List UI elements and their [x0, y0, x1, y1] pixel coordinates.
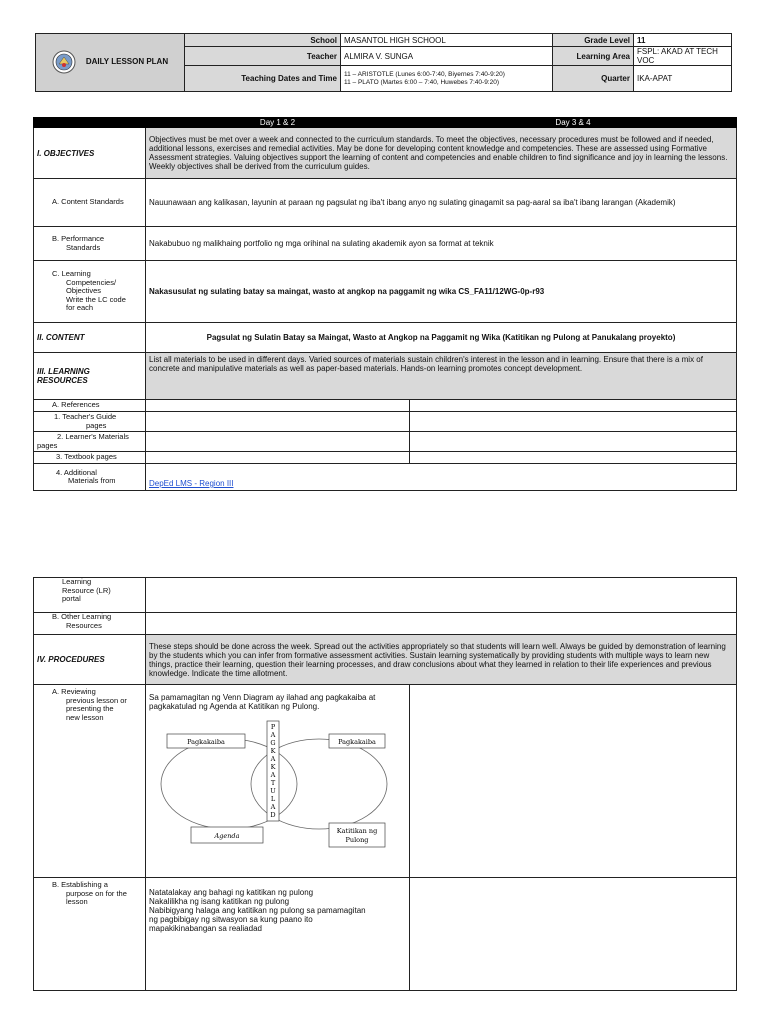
purpose-item-4: ng pagbibigay ng sitwasyon sa kung paano ito	[149, 915, 313, 924]
textbook-pages-day2	[410, 452, 737, 464]
teachers-guide-label	[34, 412, 146, 432]
purpose-day1-cell	[146, 878, 410, 991]
venn-middle-letter: D	[270, 811, 276, 819]
procedures-label: IV. PROCEDURES	[34, 635, 146, 685]
school-label: School	[185, 34, 341, 47]
performance-standards-text: Nakabubuo ng malikhaing portfolio ng mga orihinal na sulating akademik ayon sa format at teknik	[146, 227, 737, 261]
purpose-label	[34, 878, 146, 991]
learners-materials-label	[34, 432, 146, 452]
teachers-guide-day2	[410, 412, 737, 432]
teachers-guide-day1	[146, 412, 410, 432]
other-line1: B. Other Learning	[52, 612, 112, 621]
purpose-day2-cell	[410, 878, 737, 991]
grade-label: Grade Level	[553, 34, 634, 47]
area-value: FSPL: AKAD AT TECH VOC	[634, 47, 732, 66]
purpose-item-1: Natatalakay ang bahagi ng katitikan ng pulong	[149, 888, 314, 897]
resources-label	[34, 353, 146, 400]
reviewing-day2-cell	[410, 685, 737, 878]
review-line2: previous lesson or	[66, 695, 127, 705]
review-text: Sa pamamagitan ng Venn Diagram ay ilahad ang pagkakaiba at pagkakatulad ng Agenda at Katitikan ng Pulong.	[149, 693, 376, 711]
quarter-label: Quarter	[553, 66, 634, 92]
additional-materials-cell	[146, 464, 737, 491]
learners-materials-day2	[410, 432, 737, 452]
venn-middle-letter: A	[270, 755, 276, 763]
review-line1: A. Reviewing	[52, 687, 96, 696]
resources-label-line2: RESOURCES	[37, 376, 88, 385]
objectives-label: I. OBJECTIVES	[34, 128, 146, 179]
venn-right-bottom-text-2: Pulong	[345, 836, 369, 844]
venn-middle-letter: A	[270, 803, 276, 811]
venn-middle-letter: K	[270, 763, 276, 771]
quarter-value: IKA-APAT	[634, 66, 732, 92]
venn-middle-letter: U	[270, 787, 276, 795]
day-header-1: Day 1 & 2	[146, 118, 410, 128]
lm-line2: pages	[37, 440, 58, 450]
competencies-label	[34, 261, 146, 323]
purpose-line3: lesson	[66, 897, 88, 906]
deped-lms-link[interactable]: DepEd LMS - Region III	[149, 479, 234, 488]
performance-standards-label	[34, 227, 146, 261]
venn-diagram	[159, 719, 389, 849]
venn-right-bottom-text-1: Katitikan ng	[336, 827, 378, 835]
venn-middle-letter: L	[270, 795, 276, 803]
grade-value: 11	[634, 34, 732, 47]
teacher-label: Teacher	[185, 47, 341, 66]
learners-materials-day1	[146, 432, 410, 452]
objectives-text: Objectives must be met over a week and connected to the curriculum standards. To meet the objectives, necessary procedures must be followed and if needed, additional lessons, exercises and remedial activities. May be done for developing content knowledge and competencies. These are assessed using Formative Assessment strategies. Valuing objectives support the learning of content and competencies and enable children to find significance and joy in learning the lessons. Weekly objectives shall be derived from the curriculum guides.	[146, 128, 737, 179]
other-line2: Resources	[66, 620, 102, 630]
dates-line-2: 11 – PLATO (Martes 6:00 – 7:40, Huwebes 7:40-9:20)	[344, 78, 500, 86]
content-text: Pagsulat ng Sulatin Batay sa Maingat, Wasto at Angkop na Paggamit ng Wika (Katitikan ng Pulong at Panukalang proyekto)	[146, 323, 737, 353]
lr-line3: portal	[62, 594, 81, 603]
venn-middle-letters	[270, 723, 277, 819]
purpose-item-5: mapakikinabangan sa realiadad	[149, 924, 262, 933]
references-day1	[146, 400, 410, 412]
competencies-label-line3: Objectives	[66, 286, 102, 296]
lesson-table-page2	[33, 577, 737, 991]
other-resources-label	[34, 613, 146, 635]
review-line4: new lesson	[66, 712, 104, 722]
performance-label-line1: B. Performance	[52, 234, 105, 243]
venn-right-top-text: Pagkakaiba	[338, 738, 376, 746]
venn-middle-letter: P	[270, 723, 276, 731]
lesson-table-page1	[33, 117, 737, 491]
lr-portal-cell	[146, 578, 737, 613]
reviewing-day1-cell	[146, 685, 410, 878]
references-day2	[410, 400, 737, 412]
school-value: MASANTOL HIGH SCHOOL	[341, 34, 553, 47]
purpose-item-2: Nakalilikha ng isang katitikan ng pulong	[149, 897, 290, 906]
deped-seal-icon	[52, 50, 76, 74]
content-standards-label: A. Content Standards	[34, 179, 146, 227]
header-table	[35, 33, 732, 92]
am-line2: Materials from	[68, 476, 116, 485]
competencies-text: Nakasusulat ng sulating batay sa maingat, wasto at angkop na paggamit ng wika CS_FA11/12WG-0p-r93	[146, 261, 737, 323]
textbook-pages-label: 3. Textbook pages	[34, 452, 146, 464]
day-header-2: Day 3 & 4	[410, 118, 737, 128]
tg-line2: pages	[86, 420, 107, 430]
review-line3: presenting the	[66, 704, 114, 713]
venn-left-top-text: Pagkakaiba	[187, 738, 225, 746]
purpose-line1: B. Establishing a	[52, 880, 108, 889]
venn-middle-letter: T	[270, 779, 276, 787]
dates-label: Teaching Dates and Time	[185, 66, 341, 92]
lr-line2: Resource (LR)	[62, 585, 111, 595]
additional-materials-label	[34, 464, 146, 491]
am-line1: 4. Additional	[56, 467, 97, 477]
lr-portal-label	[34, 578, 146, 613]
venn-middle-letter: A	[270, 731, 276, 739]
dates-line-1: 11 – ARISTOTLE (Lunes 6:00-7:40, Biyernes 7:40-9:20)	[344, 70, 505, 78]
dates-value	[341, 66, 553, 92]
competencies-label-line1: C. Learning	[52, 269, 91, 279]
reviewing-label	[34, 685, 146, 878]
teacher-value: ALMIRA V. SUNGA	[341, 47, 553, 66]
purpose-item-3: Nabibigyang halaga ang katitikan ng pulong sa pamamagitan	[149, 906, 366, 915]
competencies-label-line2: Competencies/	[66, 277, 117, 287]
content-standards-text: Nauunawaan ang kalikasan, layunin at paraan ng pagsulat ng iba't ibang anyo ng sulating ginagamit sa pag-aaral sa iba't ibang larangan (Akademik)	[146, 179, 737, 227]
venn-middle-letter: A	[270, 771, 276, 779]
performance-label-line2: Standards	[66, 242, 101, 252]
other-resources-cell	[146, 613, 737, 635]
resources-text: List all materials to be used in different days. Varied sources of materials sustain children's interest in the lesson and in learning. Ensure that there is a mix of concrete and manipulative materials as well as paper-based materials. Hands-on learning promotes concept development.	[146, 353, 737, 400]
header-title: DAILY LESSON PLAN	[85, 57, 169, 66]
lm-line1: 2. Learner's Materials	[57, 432, 129, 441]
content-label: II. CONTENT	[34, 323, 146, 353]
competencies-label-line4: Write the LC code	[66, 294, 126, 304]
textbook-pages-day1	[146, 452, 410, 464]
procedures-text: These steps should be done across the week. Spread out the activities appropriately so that students will learn well. Always be guided by demonstration of learning by the students which you can infer from formative assessment activities. Sustain learning systematically by providing students with multiple ways to learn new things, practice their learning, question their learning processes, and draw conclusions about what they learned in relation to their life experiences and previous knowledge. Indicate the time allotment.	[146, 635, 737, 685]
purpose-line2: purpose on for the	[66, 888, 127, 898]
header-title-cell	[36, 34, 185, 92]
day-header-blank	[34, 118, 146, 128]
venn-left-bottom-text: Agenda	[214, 832, 240, 840]
venn-middle-letter: K	[270, 747, 276, 755]
tg-line1: 1. Teacher's Guide	[54, 412, 117, 421]
competencies-label-line5: for each	[66, 303, 94, 313]
area-label: Learning Area	[553, 47, 634, 66]
resources-label-line1: III. LEARNING	[37, 367, 90, 376]
lr-line1: Learning	[62, 577, 92, 586]
references-label: A. References	[34, 400, 146, 412]
venn-middle-letter: G	[270, 739, 276, 747]
